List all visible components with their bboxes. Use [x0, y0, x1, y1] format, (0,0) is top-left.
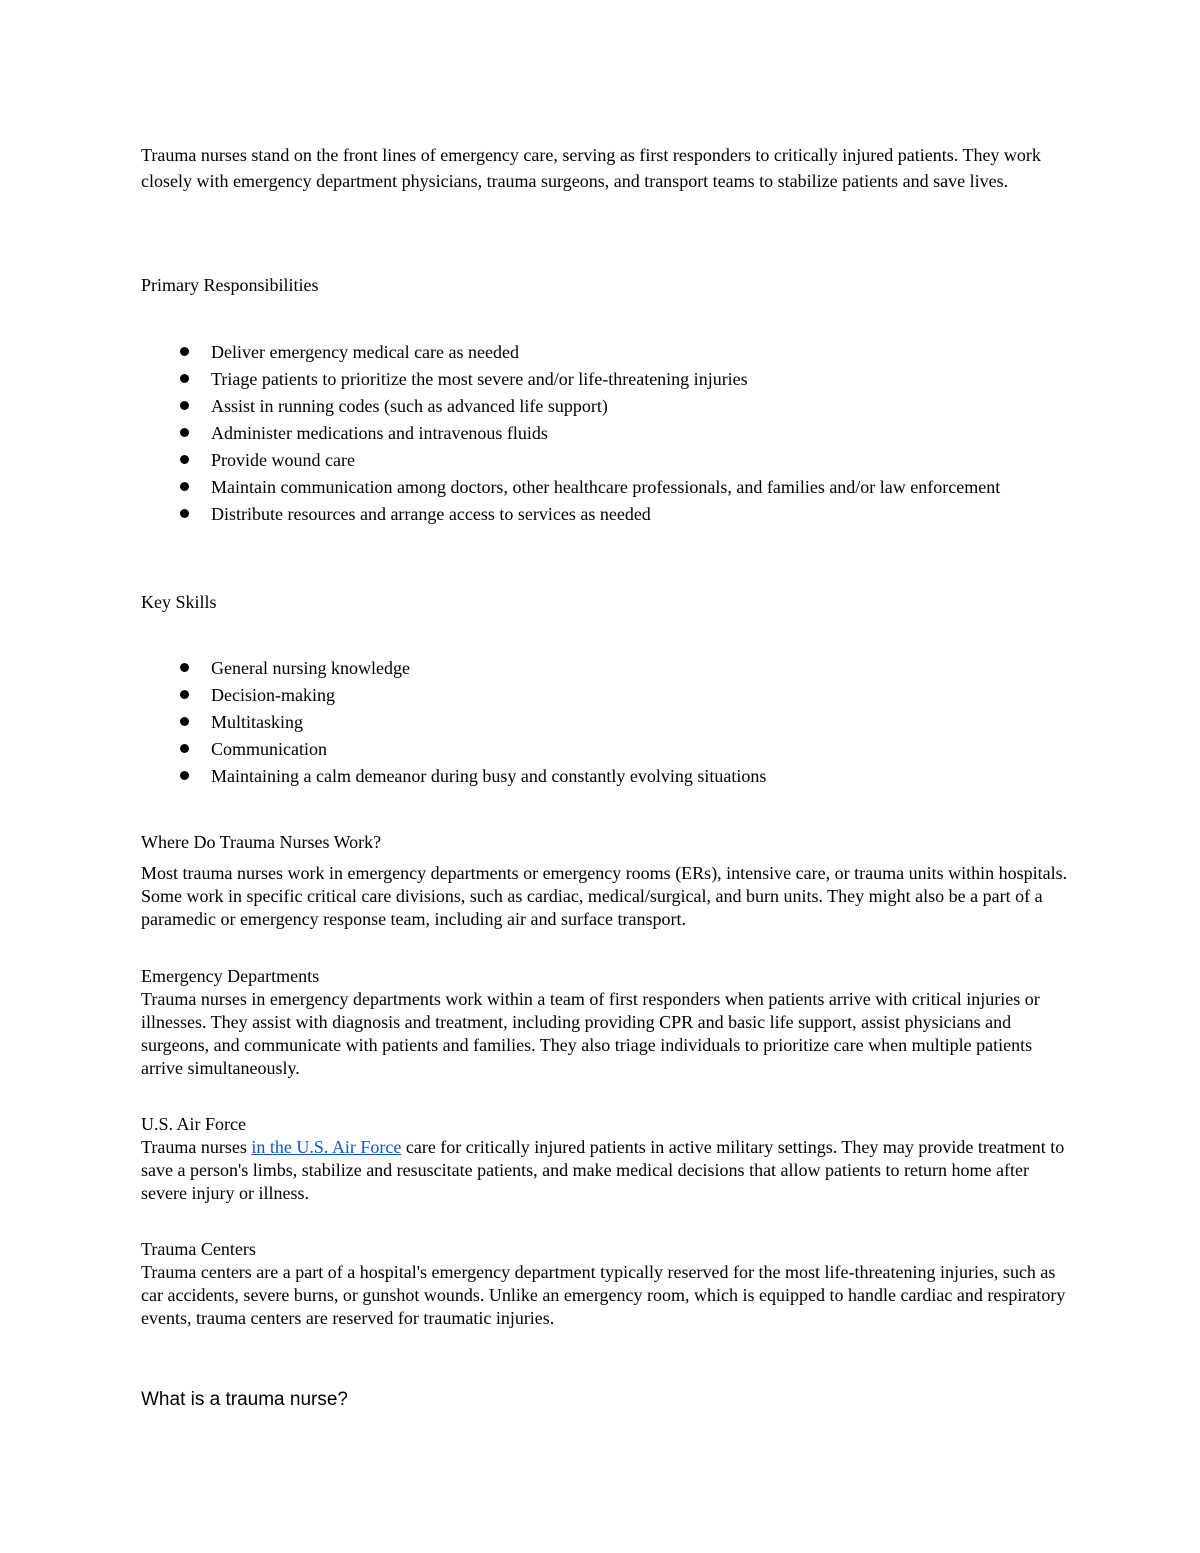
emergency-departments-paragraph: Trauma nurses in emergency departments work within a team of first responders when patients arrive with critical injuries or illnesses. They assist with diagnosis and treatment, including providing CPR and basic life support, assist physicians and surgeons, and communicate with patients and families. They also triage individuals to prioritize care when multiple patients arrive simultaneously. [141, 989, 1040, 1078]
trauma-centers-section [141, 1238, 1071, 1330]
air-force-text-start: Trauma nurses [141, 1137, 252, 1157]
list-item-text: Maintaining a calm demeanor during busy and constantly evolving situations [211, 766, 767, 786]
bullet-icon [180, 717, 189, 726]
responsibilities-list [141, 341, 1001, 530]
list-item [141, 765, 1001, 787]
list-item [141, 684, 1001, 706]
trauma-centers-paragraph: Trauma centers are a part of a hospital's emergency department typically reserved for the most life-threatening injuries, such as car accidents, severe burns, or gunshot wounds. Unlike an emergency room, which is equipped to handle cardiac and respiratory events, trauma centers are reserved for traumatic injuries. [141, 1262, 1066, 1328]
bullet-icon [180, 744, 189, 753]
bullet-icon [180, 455, 189, 464]
list-item-text: Triage patients to prioritize the most severe and/or life-threatening injuries [211, 369, 748, 389]
list-item [141, 738, 1001, 760]
list-item [141, 503, 1001, 525]
primary-responsibilities-heading: Primary Responsibilities [141, 275, 319, 295]
list-item-text: Maintain communication among doctors, other healthcare professionals, and families and/or law enforcement [211, 477, 1001, 497]
bullet-icon [180, 509, 189, 518]
list-item [141, 711, 1001, 733]
where-paragraph: Most trauma nurses work in emergency departments or emergency rooms (ERs), intensive care, or trauma units within hospitals. Some work in specific critical care divisions, such as cardiac, medical/surgical, and burn units. They might also be a part of a paramedic or emergency response team, including air and surface transport. [141, 863, 1068, 929]
bullet-icon [180, 428, 189, 437]
list-item [141, 395, 1001, 417]
emergency-departments-section [141, 965, 1071, 1080]
list-item-text: Deliver emergency medical care as needed [211, 342, 519, 362]
air-force-heading: U.S. Air Force [141, 1114, 246, 1134]
list-item [141, 449, 1001, 471]
list-item-text: Assist in running codes (such as advanced life support) [211, 396, 608, 416]
key-skills-heading: Key Skills [141, 592, 217, 612]
air-force-section [141, 1113, 1071, 1205]
air-force-text-end: care for critically injured patients in active military settings. They may provide treatment to save a person's limbs, stabilize and resuscitate patients, and make medical decisions that allow patients to return home after severe injury or illness. [141, 1137, 1065, 1203]
bullet-icon [180, 771, 189, 780]
trauma-centers-heading: Trauma Centers [141, 1239, 256, 1259]
skills-list [141, 657, 1001, 792]
where-heading: Where Do Trauma Nurses Work? [141, 832, 382, 852]
bullet-icon [180, 347, 189, 356]
list-item-text: Provide wound care [211, 450, 355, 470]
air-force-link[interactable]: in the U.S. Air Force [251, 1137, 402, 1157]
bullet-icon [180, 482, 189, 491]
list-item-text: Decision-making [211, 685, 335, 705]
list-item-text: Communication [211, 739, 327, 759]
list-item-text: Multitasking [211, 712, 304, 732]
intro-paragraph: Trauma nurses stand on the front lines of emergency care, serving as first responders to critically injured patients. They work closely with emergency department physicians, trauma surgeons, and transport teams to stabilize patients and save lives. [141, 145, 1041, 191]
question-heading: What is a trauma nurse? [141, 1389, 348, 1410]
list-item [141, 657, 1001, 679]
bullet-icon [180, 690, 189, 699]
list-item-text: Administer medications and intravenous fluids [211, 423, 548, 443]
list-item [141, 368, 1001, 390]
bullet-icon [180, 374, 189, 383]
air-force-paragraph [141, 1136, 1071, 1205]
bullet-icon [180, 663, 189, 672]
list-item [141, 422, 1001, 444]
emergency-departments-heading: Emergency Departments [141, 966, 320, 986]
list-item [141, 476, 1001, 498]
list-item [141, 341, 1001, 363]
bullet-icon [180, 401, 189, 410]
list-item-text: Distribute resources and arrange access to services as needed [211, 504, 651, 524]
list-item-text: General nursing knowledge [211, 658, 410, 678]
